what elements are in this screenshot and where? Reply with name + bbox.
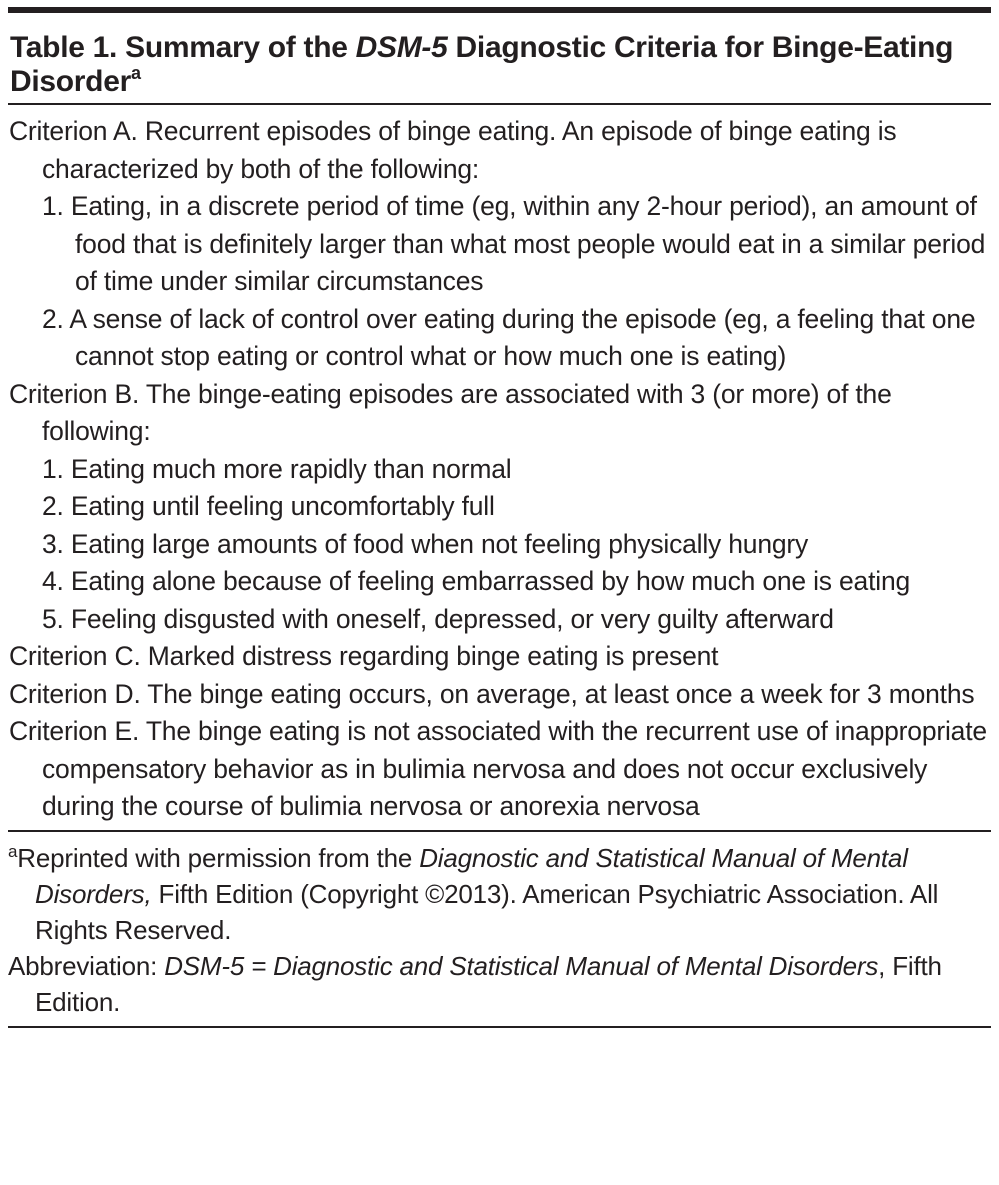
criterion-e: Criterion E. The binge eating is not associated with the recurrent use of inappropriate compensatory behavior as in bulimia nervosa and does not occur exclusively during the course of bulimia nervosa or anorexia nervosa: [9, 716, 987, 821]
title-prefix: Table 1. Summary of the: [10, 31, 356, 64]
criterion-b-item-3: 3. Eating large amounts of food when not feeling physically hungry: [42, 528, 809, 559]
criterion-b-item-4: 4. Eating alone because of feeling embarrassed by how much one is eating: [42, 566, 911, 596]
criterion-a-item-2: 2. A sense of lack of control over eating during the episode (eg, a feeling that one cannot stop eating or control what or how much one is eating): [42, 303, 976, 371]
reprint-prefix: Reprinted with permission from the: [17, 842, 420, 873]
abbr-italic: DSM-5 = Diagnostic and Statistical Manual of Mental Disorders: [164, 950, 879, 981]
bottom-rule: [8, 1026, 991, 1028]
footnote-mark: a: [8, 841, 18, 861]
criterion-b-item-5: 5. Feeling disgusted with oneself, depressed, or very guilty afterward: [42, 603, 834, 634]
table-title: [8, 13, 991, 103]
criterion-b: Criterion B. The binge-eating episodes are associated with 3 (or more) of the following:: [9, 378, 892, 446]
criterion-c: Criterion C. Marked distress regarding binge eating is present: [9, 641, 719, 671]
reprint-suffix: Fifth Edition (Copyright ©2013). American Psychiatric Association. All Rights Reserved.: [35, 878, 939, 945]
criterion-a: Criterion A. Recurrent episodes of binge eating. An episode of binge eating is characterized by both of the following:: [9, 116, 897, 184]
footnotes: [8, 832, 991, 1026]
criterion-a-item-1: 1. Eating, in a discrete period of time (eg, within any 2-hour period), an amount of food that is definitely larger than what most people would eat in a similar period of time under similar circumstances: [42, 191, 986, 296]
criterion-b-item-1: 1. Eating much more rapidly than normal: [42, 453, 512, 484]
criteria-list: [8, 105, 991, 830]
title-italic-dsm5: DSM-5: [355, 31, 448, 64]
title-suffix: Diagnostic Criteria for Binge-Eating Disorder: [10, 31, 954, 98]
footnote-abbreviation: [8, 948, 991, 1020]
reprint-italic: Diagnostic and Statistical Manual of Mental Disorders,: [35, 842, 908, 909]
abbr-suffix: , Fifth Edition.: [35, 950, 942, 1017]
footnote-reprint: [8, 840, 991, 948]
table-1: [8, 7, 991, 1028]
criterion-b-item-2: 2. Eating until feeling uncomfortably full: [42, 491, 495, 521]
criterion-d: Criterion D. The binge eating occurs, on average, at least once a week for 3 months: [9, 678, 975, 709]
abbr-prefix: Abbreviation:: [8, 950, 165, 981]
title-footnote-mark: a: [130, 63, 141, 83]
